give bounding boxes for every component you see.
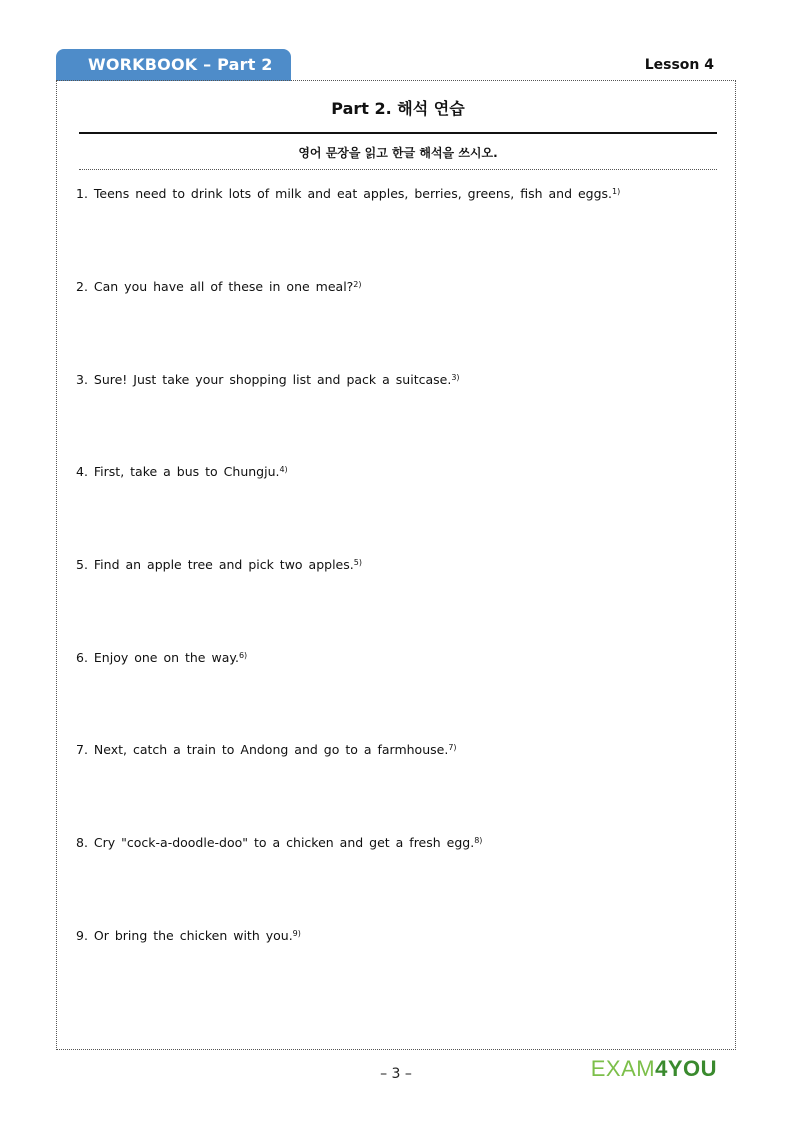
footnote-marker: 1) bbox=[612, 187, 621, 196]
question-text: 6. Enjoy one on the way. bbox=[76, 650, 239, 665]
question-9 bbox=[76, 927, 716, 945]
question-text: 7. Next, catch a train to Andong and go to a farmhouse. bbox=[76, 742, 449, 757]
question-text: 3. Sure! Just take your shopping list and pack a suitcase. bbox=[76, 372, 452, 387]
title-divider bbox=[79, 132, 717, 134]
footnote-marker: 9) bbox=[292, 929, 301, 938]
footnote-marker: 3) bbox=[451, 373, 460, 382]
question-6 bbox=[76, 649, 716, 667]
logo-text-exam: EXAM bbox=[590, 1056, 656, 1081]
question-3 bbox=[76, 371, 716, 389]
page-number: – 3 – bbox=[380, 1066, 412, 1082]
question-text: 5. Find an apple tree and pick two apples. bbox=[76, 557, 354, 572]
footnote-marker: 6) bbox=[238, 651, 248, 660]
question-text: 9. Or bring the chicken with you. bbox=[76, 928, 293, 943]
question-5 bbox=[76, 556, 716, 574]
footnote-marker: 2) bbox=[353, 280, 362, 289]
lesson-label: Lesson 4 bbox=[644, 57, 714, 73]
question-text: 8. Cry "cock-a-doodle-doo" to a chicken and get a fresh egg. bbox=[76, 835, 475, 850]
section-title: Part 2. 해석 연습 bbox=[331, 99, 465, 118]
instruction-text: 영어 문장을 읽고 한글 해석을 쓰시오. bbox=[298, 146, 498, 160]
logo-text-4you: 4YOU bbox=[655, 1056, 717, 1081]
workbook-part-tab: WORKBOOK – Part 2 bbox=[56, 49, 291, 81]
question-text: 2. Can you have all of these in one meal? bbox=[76, 279, 354, 294]
footnote-marker: 7) bbox=[448, 743, 457, 752]
question-4 bbox=[76, 463, 716, 481]
exam4you-logo bbox=[560, 1055, 717, 1083]
footnote-marker: 5) bbox=[353, 558, 362, 567]
question-1 bbox=[76, 185, 716, 203]
question-2 bbox=[76, 278, 716, 296]
footnote-marker: 4) bbox=[279, 465, 288, 474]
footnote-marker: 8) bbox=[474, 836, 483, 845]
question-8 bbox=[76, 834, 716, 852]
question-text: 1. Teens need to drink lots of milk and eat apples, berries, greens, fish and eggs. bbox=[76, 186, 613, 201]
question-text: 4. First, take a bus to Chungju. bbox=[76, 464, 280, 479]
instruction-divider bbox=[79, 169, 717, 170]
question-7 bbox=[76, 741, 716, 759]
